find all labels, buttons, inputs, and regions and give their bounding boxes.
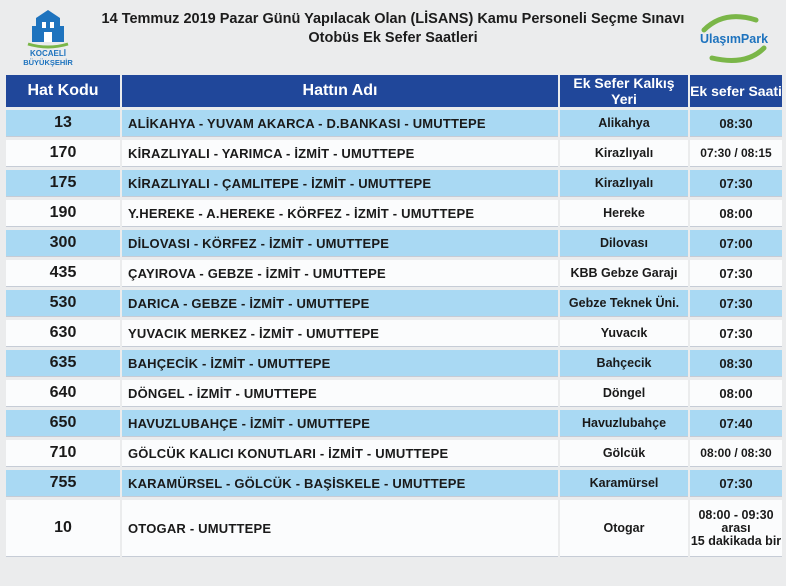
row-time: 07:30	[690, 170, 782, 197]
row-code: 710	[6, 440, 120, 467]
row-place: Kirazlıyalı	[560, 140, 688, 167]
row-name: ALİKAHYA - YUVAM AKARCA - D.BANKASI - UMUTTEPE	[122, 110, 558, 137]
row-time: 08:00	[690, 200, 782, 227]
table-row	[6, 470, 782, 497]
row-time: 07:30	[690, 290, 782, 317]
row-place: Karamürsel	[560, 470, 688, 497]
time-arasi: arası	[721, 520, 751, 535]
ulasimpark-logo	[694, 8, 774, 68]
row-name: OTOGAR - UMUTTEPE	[122, 500, 558, 557]
row-time: 07:30 / 08:15	[690, 140, 782, 167]
row-name: DİLOVASI - KÖRFEZ - İZMİT - UMUTTEPE	[122, 230, 558, 257]
table-row	[6, 260, 782, 287]
row-place: Gebze Teknek Üni.	[560, 290, 688, 317]
row-code: 170	[6, 140, 120, 167]
row-place: Yuvacık	[560, 320, 688, 347]
row-place: Dilovası	[560, 230, 688, 257]
row-place: Gölcük	[560, 440, 688, 467]
row-time: 08:30	[690, 350, 782, 377]
row-code: 650	[6, 410, 120, 437]
schedule-table	[4, 72, 784, 560]
table-row	[6, 200, 782, 227]
row-name: BAHÇECİK - İZMİT - UMUTTEPE	[122, 350, 558, 377]
svg-text:KOCAELİ: KOCAELİ	[30, 49, 66, 58]
row-place: Kirazlıyalı	[560, 170, 688, 197]
time-frequency: 15 dakikada bir	[690, 533, 782, 548]
row-code: 300	[6, 230, 120, 257]
svg-text:BÜYÜKŞEHİR: BÜYÜKŞEHİR	[23, 58, 73, 67]
row-time: 07:30	[690, 260, 782, 287]
table-header-row	[6, 75, 782, 107]
column-header-code: Hat Kodu	[6, 75, 120, 107]
row-code: 755	[6, 470, 120, 497]
row-place: Döngel	[560, 380, 688, 407]
row-code: 630	[6, 320, 120, 347]
table-row	[6, 230, 782, 257]
row-code: 640	[6, 380, 120, 407]
row-code: 10	[6, 500, 120, 557]
row-code: 190	[6, 200, 120, 227]
table-row	[6, 140, 782, 167]
row-name: KİRAZLIYALI - YARIMCA - İZMİT - UMUTTEPE	[122, 140, 558, 167]
row-time: 07:30	[690, 470, 782, 497]
kocaeli-logo	[20, 8, 76, 68]
table-row	[6, 380, 782, 407]
column-header-place: Ek Sefer Kalkış Yeri	[560, 75, 688, 107]
column-header-name: Hattın Adı	[122, 75, 558, 107]
row-time: 07:30	[690, 320, 782, 347]
row-name: ÇAYIROVA - GEBZE - İZMİT - UMUTTEPE	[122, 260, 558, 287]
row-name: DARICA - GEBZE - İZMİT - UMUTTEPE	[122, 290, 558, 317]
row-code: 175	[6, 170, 120, 197]
row-place: KBB Gebze Garajı	[560, 260, 688, 287]
row-place: Hereke	[560, 200, 688, 227]
row-name: HAVUZLUBAHÇE - İZMİT - UMUTTEPE	[122, 410, 558, 437]
row-code: 13	[6, 110, 120, 137]
row-time: 08:30	[690, 110, 782, 137]
row-name: GÖLCÜK KALICI KONUTLARI - İZMİT - UMUTTEPE	[122, 440, 558, 467]
table-row	[6, 170, 782, 197]
row-place: Havuzlubahçe	[560, 410, 688, 437]
row-name: DÖNGEL - İZMİT - UMUTTEPE	[122, 380, 558, 407]
table-row	[6, 440, 782, 467]
row-time: 08:00 / 08:30	[690, 440, 782, 467]
table-row	[6, 110, 782, 137]
page-title	[90, 10, 696, 48]
title-line-2: Otobüs Ek Sefer Saatleri	[308, 30, 478, 46]
row-place: Otogar	[560, 500, 688, 557]
table-row	[6, 290, 782, 317]
table-row	[6, 500, 782, 557]
row-time: 07:40	[690, 410, 782, 437]
time-range: 08:00 - 09:30	[698, 507, 774, 522]
row-place: Alikahya	[560, 110, 688, 137]
title-line-1: 14 Temmuz 2019 Pazar Günü Yapılacak Olan (LİSANS) Kamu Personeli Seçme Sınavı	[101, 11, 685, 27]
column-header-time: Ek sefer Saati	[690, 75, 782, 107]
row-name: Y.HEREKE - A.HEREKE - KÖRFEZ - İZMİT - UMUTTEPE	[122, 200, 558, 227]
row-name: YUVACIK MERKEZ - İZMİT - UMUTTEPE	[122, 320, 558, 347]
table-row	[6, 320, 782, 347]
row-code: 435	[6, 260, 120, 287]
row-time: 08:00	[690, 380, 782, 407]
row-place: Bahçecik	[560, 350, 688, 377]
table-row	[6, 410, 782, 437]
svg-text:UlaşımPark: UlaşımPark	[699, 32, 769, 46]
table-row	[6, 350, 782, 377]
row-name: KİRAZLIYALI - ÇAMLITEPE - İZMİT - UMUTTEPE	[122, 170, 558, 197]
row-time	[690, 500, 782, 557]
row-code: 530	[6, 290, 120, 317]
row-name: KARAMÜRSEL - GÖLCÜK - BAŞİSKELE - UMUTTEPE	[122, 470, 558, 497]
row-code: 635	[6, 350, 120, 377]
page-header	[0, 0, 786, 72]
row-time: 07:00	[690, 230, 782, 257]
